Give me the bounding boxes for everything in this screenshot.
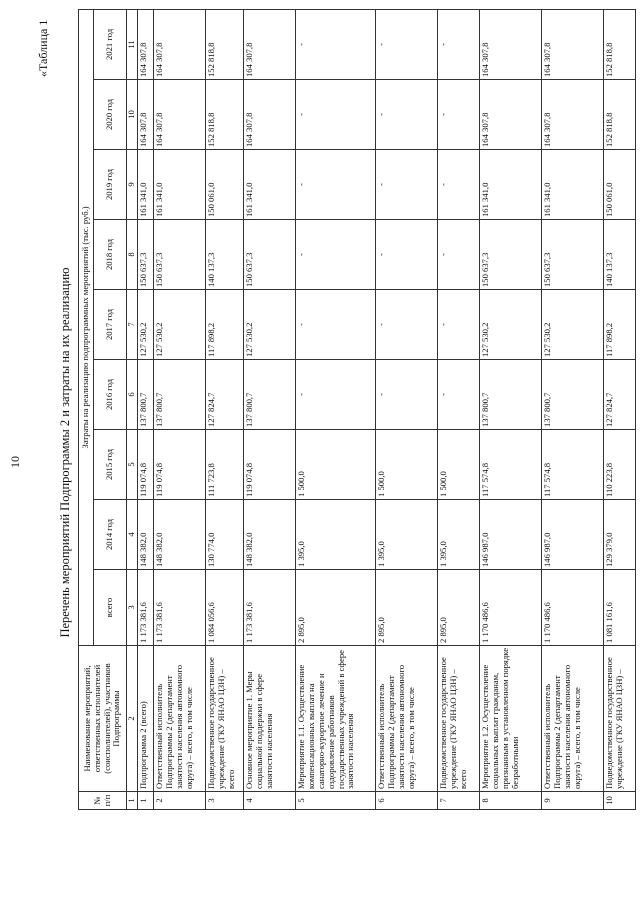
header-year: 2019 год	[94, 150, 127, 220]
row-year-value: 146 987,0	[480, 500, 542, 570]
header-year: 2016 год	[94, 360, 127, 430]
row-year-value: -	[296, 9, 376, 79]
page-number: 10	[8, 456, 22, 468]
row-year-value: 150 637,3	[138, 220, 154, 290]
column-index: 10	[127, 80, 138, 150]
row-year-value: 152 818,8	[206, 9, 244, 79]
row-year-value: 164 307,8	[154, 9, 206, 79]
row-year-value: 140 137,3	[206, 220, 244, 290]
row-total: 1 173 381,6	[154, 570, 206, 646]
row-name: Мероприятие 1.1. Осуществление компенсационных выплат на санаторно-курортное лечение и оздоровление работников государственных учреждений в сфере занятости населения	[296, 646, 376, 792]
row-total: 1 173 381,6	[244, 570, 296, 646]
row-name: Подведомственное государственное учреждение (ГКУ ЯНАО ЦЗН) – всего	[206, 646, 244, 792]
header-row-1	[79, 9, 94, 809]
row-year-value: 110 223,8	[604, 430, 636, 500]
table-row	[376, 9, 438, 809]
header-year: 2014 год	[94, 500, 127, 570]
row-year-value: 137 800,7	[542, 360, 604, 430]
row-year-value: -	[376, 80, 438, 150]
header-year: 2021 год	[94, 9, 127, 79]
row-year-value: 150 637,3	[154, 220, 206, 290]
table-note: «Таблица 1	[36, 19, 50, 77]
column-index-row	[127, 9, 138, 809]
row-name: Основное мероприятие 1. Меры социальной поддержки в сфере занятости населения	[244, 646, 296, 792]
row-year-value: 117 574,8	[542, 430, 604, 500]
table-row	[138, 9, 154, 809]
row-year-value: 1 395,0	[376, 500, 438, 570]
header-year: 2015 год	[94, 430, 127, 500]
row-year-value: 137 800,7	[154, 360, 206, 430]
row-year-value: 119 074,8	[154, 430, 206, 500]
row-year-value: 164 307,8	[480, 9, 542, 79]
row-year-value: -	[296, 220, 376, 290]
column-index: 2	[127, 646, 138, 792]
row-year-value: 127 530,2	[154, 290, 206, 360]
row-year-value: 127 530,2	[480, 290, 542, 360]
row-year-value: 117 898,2	[604, 290, 636, 360]
row-number: 5	[296, 792, 376, 810]
table-row	[542, 9, 604, 809]
row-total: 2 895,0	[376, 570, 438, 646]
row-year-value: 148 382,0	[138, 500, 154, 570]
row-year-value: 150 061,0	[206, 150, 244, 220]
row-total: 1 170 486,6	[480, 570, 542, 646]
column-index: 9	[127, 150, 138, 220]
table-row	[154, 9, 206, 809]
row-year-value: 152 818,8	[604, 80, 636, 150]
row-year-value: 1 395,0	[296, 500, 376, 570]
row-name: Ответственный исполнитель Подпрограммы 2 (департамент занятости населения автономного округа) – всего, в том числе	[542, 646, 604, 792]
row-year-value: 150 637,3	[480, 220, 542, 290]
header-costs: Затраты на реализацию подпрограммных мероприятий (тыс. руб.)	[79, 9, 94, 645]
row-number: 2	[154, 792, 206, 810]
row-year-value: -	[438, 80, 480, 150]
column-index: 11	[127, 9, 138, 79]
row-year-value: 150 637,3	[542, 220, 604, 290]
row-number: 3	[206, 792, 244, 810]
row-year-value: -	[296, 150, 376, 220]
row-year-value: -	[438, 9, 480, 79]
row-year-value: 150 637,3	[244, 220, 296, 290]
row-year-value: 164 307,8	[154, 80, 206, 150]
row-year-value: 119 074,8	[138, 430, 154, 500]
row-number: 6	[376, 792, 438, 810]
row-year-value: 140 137,3	[604, 220, 636, 290]
row-year-value: 164 307,8	[542, 80, 604, 150]
row-year-value: 164 307,8	[138, 80, 154, 150]
row-year-value: 127 530,2	[138, 290, 154, 360]
row-year-value: 137 800,7	[244, 360, 296, 430]
column-index: 7	[127, 290, 138, 360]
row-name: Подпрограмма 2 (всего)	[138, 646, 154, 792]
row-year-value: 150 061,0	[604, 150, 636, 220]
row-year-value: -	[296, 80, 376, 150]
row-year-value: 164 307,8	[244, 80, 296, 150]
row-year-value: 161 341,0	[138, 150, 154, 220]
row-year-value: -	[376, 220, 438, 290]
row-year-value: 111 723,8	[206, 430, 244, 500]
row-year-value: 164 307,8	[480, 80, 542, 150]
row-total: 2 895,0	[296, 570, 376, 646]
table-row	[604, 9, 636, 809]
row-year-value: -	[438, 290, 480, 360]
row-year-value: 137 800,7	[480, 360, 542, 430]
row-year-value: 164 307,8	[138, 9, 154, 79]
header-year: 2017 год	[94, 290, 127, 360]
row-year-value: 152 818,8	[604, 9, 636, 79]
table-row	[244, 9, 296, 809]
page-title: Перечень мероприятий Подпрограммы 2 и затраты на их реализацию	[58, 267, 72, 638]
row-year-value: -	[376, 360, 438, 430]
row-number: 4	[244, 792, 296, 810]
row-year-value: 1 500,0	[296, 430, 376, 500]
row-year-value: 127 530,2	[542, 290, 604, 360]
row-year-value: 137 800,7	[138, 360, 154, 430]
row-year-value: -	[438, 220, 480, 290]
table-row	[206, 9, 244, 809]
row-total: 1 173 381,6	[138, 570, 154, 646]
row-year-value: -	[296, 360, 376, 430]
row-year-value: -	[376, 150, 438, 220]
row-number: 9	[542, 792, 604, 810]
row-year-value: 148 382,0	[154, 500, 206, 570]
row-name: Мероприятие 1.2. Осуществление социальных выплат гражданам, признанным в установленном порядке безработными	[480, 646, 542, 792]
row-year-value: 129 379,0	[604, 500, 636, 570]
row-year-value: 1 500,0	[376, 430, 438, 500]
row-year-value: -	[438, 360, 480, 430]
row-total: 1 170 486,6	[542, 570, 604, 646]
row-year-value: -	[296, 290, 376, 360]
row-year-value: 148 382,0	[244, 500, 296, 570]
header-year: 2018 год	[94, 220, 127, 290]
row-name: Подведомственное государственное учреждение (ГКУ ЯНАО ЦЗН) –	[604, 646, 636, 792]
row-year-value: 1 395,0	[438, 500, 480, 570]
row-number: 7	[438, 792, 480, 810]
row-year-value: 146 987,0	[542, 500, 604, 570]
row-year-value: -	[438, 150, 480, 220]
row-year-value: 161 341,0	[542, 150, 604, 220]
row-name: Ответственный исполнитель Подпрограммы 2 (департамент занятости населения автономного округа) – всего, в том числе	[376, 646, 438, 792]
row-total: 1 081 161,6	[604, 570, 636, 646]
row-year-value: 127 824,7	[604, 360, 636, 430]
row-year-value: 127 530,2	[244, 290, 296, 360]
row-total: 2 895,0	[438, 570, 480, 646]
table-row	[296, 9, 376, 809]
row-year-value: -	[376, 290, 438, 360]
column-index: 1	[127, 792, 138, 810]
row-total: 1 084 056,6	[206, 570, 244, 646]
row-year-value: 161 341,0	[480, 150, 542, 220]
row-number: 10	[604, 792, 636, 810]
column-index: 5	[127, 430, 138, 500]
header-total: всего	[94, 570, 127, 646]
header-year: 2020 год	[94, 80, 127, 150]
row-year-value: 1 500,0	[438, 430, 480, 500]
row-year-value: 127 824,7	[206, 360, 244, 430]
row-number: 8	[480, 792, 542, 810]
row-year-value: 130 774,0	[206, 500, 244, 570]
row-number: 1	[138, 792, 154, 810]
expenditure-table	[78, 9, 636, 810]
row-year-value: 164 307,8	[542, 9, 604, 79]
table-row	[480, 9, 542, 809]
header-num: № п/п	[79, 792, 127, 810]
row-year-value: 161 341,0	[154, 150, 206, 220]
row-year-value: 152 818,8	[206, 80, 244, 150]
column-index: 3	[127, 570, 138, 646]
header-name: Наименование мероприятий, ответственных исполнителей (соисполнителей), участников Подпрограммы	[79, 646, 127, 792]
column-index: 8	[127, 220, 138, 290]
column-index: 6	[127, 360, 138, 430]
row-name: Подведомственное государственное учреждение (ГКУ ЯНАО ЦЗН) – всего	[438, 646, 480, 792]
row-year-value: 164 307,8	[244, 9, 296, 79]
row-name: Ответственный исполнитель Подпрограммы 2 (департамент занятости населения автономного округа) – всего, в том числе	[154, 646, 206, 792]
row-year-value: 117 898,2	[206, 290, 244, 360]
row-year-value: 119 074,8	[244, 430, 296, 500]
row-year-value: 117 574,8	[480, 430, 542, 500]
row-year-value: -	[376, 9, 438, 79]
column-index: 4	[127, 500, 138, 570]
row-year-value: 161 341,0	[244, 150, 296, 220]
table-row	[438, 9, 480, 809]
